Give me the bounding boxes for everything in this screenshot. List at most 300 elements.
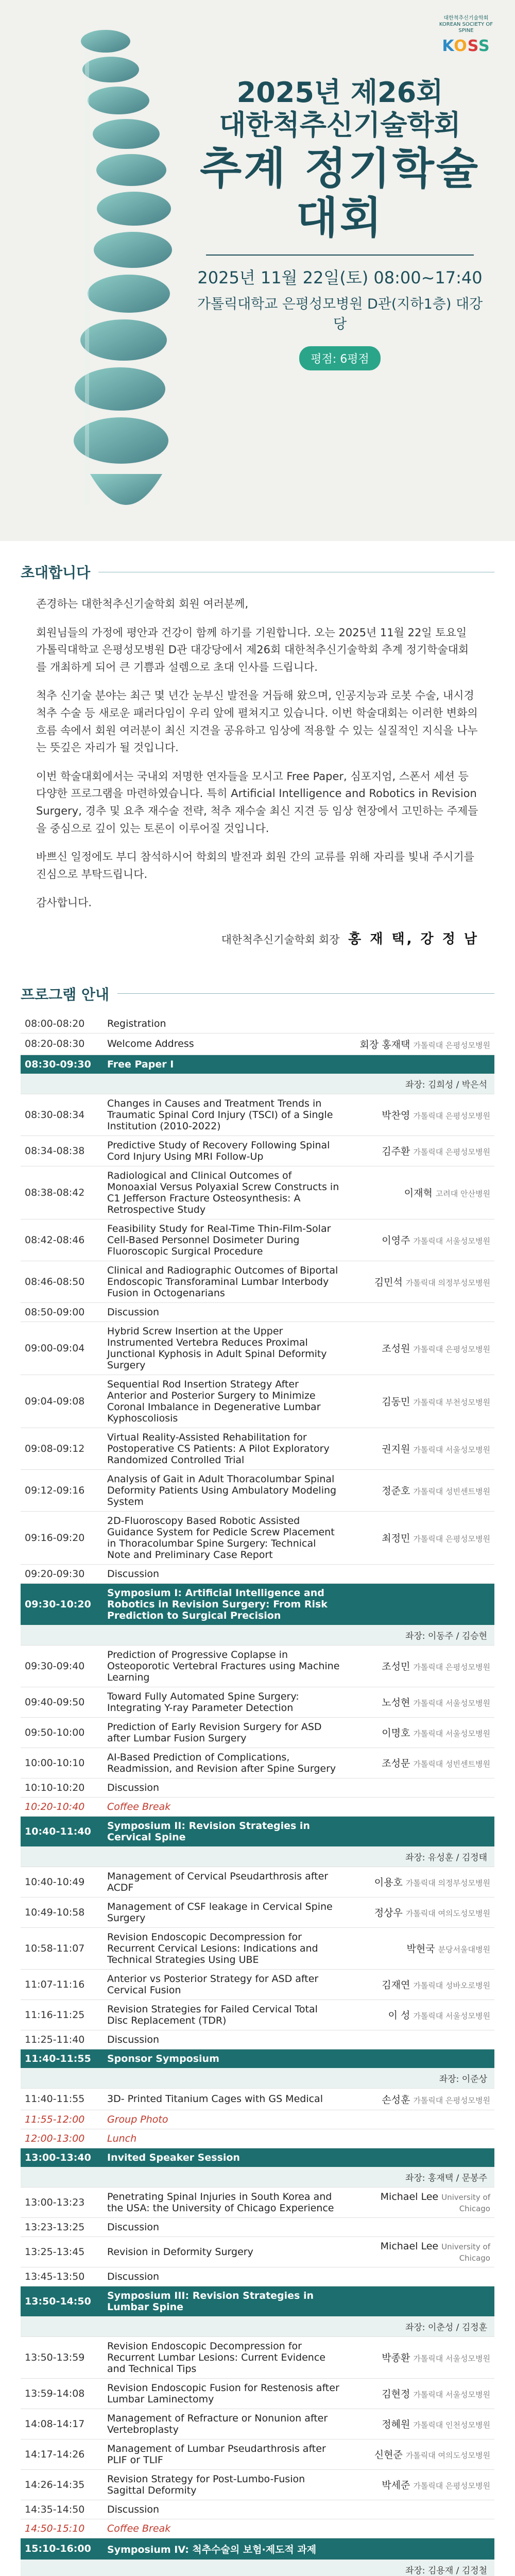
program-speaker: 최정민 xyxy=(382,1533,410,1545)
program-topic: 2D-Fluoroscopy Based Robotic Assisted Guidance System for Pedicle Screw Placement in Thoracolumbar Spine Surgery: Technical Note and Preliminary Case Report xyxy=(103,1511,345,1564)
program-time: 10:40-10:49 xyxy=(21,1867,103,1897)
program-row xyxy=(21,2439,494,2469)
program-time: 10:58-11:07 xyxy=(21,1927,103,1969)
program-heading xyxy=(21,984,494,1004)
program-speaker: 김현정 xyxy=(382,2388,410,2400)
program-speaker: 정혜원 xyxy=(382,2419,410,2431)
program-time: 09:30-10:20 xyxy=(21,1583,103,1625)
program-time xyxy=(21,1074,103,1094)
program-speaker-cell xyxy=(345,2068,494,2089)
program-topic: Invited Speaker Session xyxy=(103,2148,345,2167)
program-speaker: 좌장: 홍재택 / 문봉주 xyxy=(405,2173,487,2183)
program-speaker-cell xyxy=(345,1748,494,1778)
program-topic: Symposium IV: 척추수술의 보험·제도적 과제 xyxy=(103,2538,345,2560)
program-institution: 가톨릭대 부천성모병원 xyxy=(413,1398,490,1408)
program-row xyxy=(21,1748,494,1778)
program-speaker: 박종환 xyxy=(382,2352,410,2364)
program-time: 14:17-14:26 xyxy=(21,2439,103,2469)
program-topic xyxy=(103,1846,345,1867)
program-speaker-cell xyxy=(345,2167,494,2188)
program-time: 10:20-10:40 xyxy=(21,1797,103,1816)
program-speaker-cell xyxy=(345,1816,494,1846)
program-speaker-cell xyxy=(345,1033,494,1055)
program-speaker-cell xyxy=(345,1302,494,1321)
program-topic: Lunch xyxy=(103,2129,345,2148)
program-time xyxy=(21,1846,103,1867)
program-topic xyxy=(103,2167,345,2188)
session-header-row xyxy=(21,2148,494,2167)
hero-banner xyxy=(0,0,515,541)
program-time: 10:40-11:40 xyxy=(21,1816,103,1846)
program-time: 13:25-13:45 xyxy=(21,2236,103,2267)
program-row xyxy=(21,1136,494,1166)
program-speaker-cell xyxy=(345,1375,494,1428)
program-speaker-cell xyxy=(345,1687,494,1717)
program-time xyxy=(21,1625,103,1646)
program-institution: 가톨릭대 서울성모병원 xyxy=(413,1699,490,1708)
program-speaker-cell xyxy=(345,1511,494,1564)
program-institution: 가톨릭대 은평성모병원 xyxy=(413,1663,490,1672)
program-time: 09:50-10:00 xyxy=(21,1717,103,1748)
program-speaker: 박현국 xyxy=(406,1943,435,1955)
program-speaker-cell xyxy=(345,1897,494,1927)
program-row xyxy=(21,1897,494,1927)
program-institution: 분당서울대병원 xyxy=(438,1945,490,1955)
program-time: 12:00-13:00 xyxy=(21,2129,103,2148)
program-time: 13:59-14:08 xyxy=(21,2378,103,2409)
program-title: 프로그램 안내 xyxy=(21,986,110,1003)
program-speaker-cell xyxy=(345,1014,494,1033)
program-institution: 가톨릭대 서울성모병원 xyxy=(413,2390,490,2400)
program-time: 14:08-14:17 xyxy=(21,2409,103,2439)
program-time: 11:07-11:16 xyxy=(21,1969,103,1999)
program-time: 08:50-09:00 xyxy=(21,1302,103,1321)
invitation-signature xyxy=(0,923,515,947)
event-title: 추계 정기학술대회 xyxy=(199,143,480,244)
program-speaker-cell xyxy=(345,2110,494,2129)
program-row xyxy=(21,1375,494,1428)
program-time xyxy=(21,2316,103,2337)
hero-titles xyxy=(196,77,484,370)
program-row xyxy=(21,1014,494,1033)
program-row xyxy=(21,1321,494,1375)
program-row xyxy=(21,1094,494,1136)
program-institution: 가톨릭대 의정부성모병원 xyxy=(405,1278,490,1288)
program-topic: Registration xyxy=(103,1014,345,1033)
program-row xyxy=(21,2236,494,2267)
program-institution: 가톨릭대 서울성모병원 xyxy=(413,2354,490,2364)
program-institution: 가톨릭대 인천성모병원 xyxy=(413,2420,490,2430)
program-row xyxy=(21,1469,494,1511)
program-topic: Hybrid Screw Insertion at the Upper Instrumented Vertebra Reduces Proximal Junctional Kyphosis in Adult Spinal Deformity Surgery xyxy=(103,1321,345,1375)
program-row xyxy=(21,2469,494,2500)
program-speaker-cell xyxy=(345,1846,494,1867)
program-time: 09:40-09:50 xyxy=(21,1687,103,1717)
invitation-paragraph: 이번 학술대회에서는 국내외 저명한 연자들을 모시고 Free Paper, 심포지엄, 스폰서 세션 등 다양한 프로그램을 마련하였습니다. 특히 Artificial Intelligence and Robotics in Revision Surgery, 경추 및 요추 재수술 전략, 척추 재수술 최신 지견 등 임상 현장에서 고민하는 주제들을 중심으로 깊이 있는 토론이 이루어질 것입니다. xyxy=(36,770,478,835)
program-row xyxy=(21,1927,494,1969)
program-speaker-cell xyxy=(345,2267,494,2286)
program-speaker-cell xyxy=(345,1219,494,1261)
program-speaker-cell xyxy=(345,1999,494,2030)
break-row xyxy=(21,2519,494,2538)
program-row xyxy=(21,2409,494,2439)
program-row xyxy=(21,1564,494,1583)
heading-rule xyxy=(117,993,494,994)
invitation-paragraph: 존경하는 대한척추신기술학회 회원 여러분께, xyxy=(36,598,249,610)
program-speaker: 박찬영 xyxy=(382,1110,410,1122)
program-speaker-cell xyxy=(345,1969,494,1999)
program-institution: 가톨릭대 은평성모병원 xyxy=(413,1147,490,1157)
program-speaker-cell xyxy=(345,2129,494,2148)
session-header-row xyxy=(21,1055,494,1074)
program-speaker: 이 성 xyxy=(388,2010,410,2022)
program-row xyxy=(21,1717,494,1748)
program-time: 15:10-16:00 xyxy=(21,2538,103,2560)
invitation-section xyxy=(0,562,515,963)
moderator-row xyxy=(21,2167,494,2188)
society-name: 대한척추신기술학회 xyxy=(219,109,461,142)
program-speaker: 이명호 xyxy=(382,1727,410,1739)
program-institution: University of Chicago xyxy=(441,2242,490,2263)
moderator-row xyxy=(21,2560,494,2576)
program-topic xyxy=(103,2316,345,2337)
logo-caption-en: KOREAN SOCIETY OF SPINE xyxy=(439,22,493,33)
session-header-row xyxy=(21,1816,494,1846)
program-speaker: 조성원 xyxy=(382,1343,410,1355)
program-institution: 가톨릭대 성빈센트병원 xyxy=(413,1487,490,1497)
program-topic: Sponsor Symposium xyxy=(103,2049,345,2068)
break-row xyxy=(21,2110,494,2129)
program-speaker-cell xyxy=(345,2409,494,2439)
program-row xyxy=(21,1302,494,1321)
program-topic: Revision Endoscopic Decompression for Recurrent Cervical Lesions: Indications and Technical Strategies Using UBE xyxy=(103,1927,345,1969)
program-institution: 가톨릭대 은평성모병원 xyxy=(413,2481,490,2491)
program-table-body xyxy=(21,1014,494,2576)
program-topic: Coffee Break xyxy=(103,2519,345,2538)
program-time: 09:00-09:04 xyxy=(21,1321,103,1375)
credit-badge: 평점: 6평점 xyxy=(299,346,380,370)
program-time: 10:10-10:20 xyxy=(21,1778,103,1797)
program-institution: 가톨릭대 서울성모병원 xyxy=(413,2011,490,2021)
session-header-row xyxy=(21,1583,494,1625)
program-institution: 고려대 안산병원 xyxy=(435,1189,490,1199)
program-speaker-cell xyxy=(345,1625,494,1646)
program-time: 09:16-09:20 xyxy=(21,1511,103,1564)
program-topic: Prediction of Progressive Coplapse in Osteoporotic Vertebral Fractures using Machine Learning xyxy=(103,1645,345,1687)
program-time xyxy=(21,2167,103,2188)
program-speaker: 정상우 xyxy=(374,1907,403,1919)
edition-title: 2025년 제26회 xyxy=(236,76,443,109)
moderator-row xyxy=(21,1625,494,1646)
program-table xyxy=(21,1014,494,2576)
program-speaker: 손성훈 xyxy=(382,2094,410,2106)
program-topic xyxy=(103,2560,345,2576)
program-speaker: 김민석 xyxy=(374,1277,403,1289)
invitation-paragraph: 척추 신기술 분야는 최근 몇 년간 눈부신 발전을 거듭해 왔으며, 인공지능과 로봇 수술, 내시경 척추 수술 등 새로운 패러다임이 우리 앞에 펼쳐지고 있습니다. 이번 학술대회는 이러한 변화의 흐름 속에서 회원 여러분이 최신 지견을 공유하고 임상에 적용할 수 있는 실질적인 지식을 나누는 뜻깊은 자리가 될 것입니다. xyxy=(36,689,478,754)
program-topic: Discussion xyxy=(103,2267,345,2286)
program-speaker-cell xyxy=(345,1261,494,1302)
program-row xyxy=(21,1428,494,1469)
break-row xyxy=(21,1797,494,1816)
program-speaker-cell xyxy=(345,1797,494,1816)
program-topic: Management of Cervical Pseudarthrosis after ACDF xyxy=(103,1867,345,1897)
program-institution: 가톨릭대 서울성모병원 xyxy=(413,1236,490,1246)
program-topic: Welcome Address xyxy=(103,1033,345,1055)
program-speaker-cell xyxy=(345,2336,494,2378)
program-institution: 가톨릭대 은평성모병원 xyxy=(413,1040,490,1050)
program-speaker: 박세준 xyxy=(382,2480,410,2492)
moderator-row xyxy=(21,1074,494,1094)
program-institution: University of Chicago xyxy=(441,2192,490,2213)
program-institution: 가톨릭대 은평성모병원 xyxy=(413,1534,490,1544)
program-topic: Symposium III: Revision Strategies in Lumbar Spine xyxy=(103,2286,345,2316)
program-speaker: 좌장: 유성훈 / 김정태 xyxy=(405,1852,487,1863)
program-speaker-cell xyxy=(345,2236,494,2267)
program-speaker-cell xyxy=(345,1469,494,1511)
program-institution: 가톨릭대 은평성모병원 xyxy=(413,1111,490,1121)
program-topic: Analysis of Gait in Adult Thoracolumbar Spinal Deformity Patients Using Ambulatory Modeling System xyxy=(103,1469,345,1511)
program-time: 09:04-09:08 xyxy=(21,1375,103,1428)
program-topic: Radiological and Clinical Outcomes of Monoaxial Versus Polyaxial Screw Constructs in C1 Jefferson Fracture Osteosynthesis: A Retrospective Study xyxy=(103,1166,345,1219)
invitation-paragraph: 바쁘신 일정에도 부디 참석하시어 학회의 발전과 회원 간의 교류를 위해 자리를 빛내 주시기를 진심으로 부탁드립니다. xyxy=(36,851,474,880)
program-row xyxy=(21,2030,494,2049)
program-time: 13:00-13:40 xyxy=(21,2148,103,2167)
program-topic: Predictive Study of Recovery Following Spinal Cord Injury Using MRI Follow-Up xyxy=(103,1136,345,1166)
program-speaker-cell xyxy=(345,2500,494,2519)
program-time: 13:45-13:50 xyxy=(21,2267,103,2286)
program-row xyxy=(21,1166,494,1219)
program-speaker: 좌장: 김용재 / 김정철 xyxy=(405,2565,487,2576)
program-time: 11:55-12:00 xyxy=(21,2110,103,2129)
program-speaker: 이재혁 xyxy=(404,1188,433,1199)
program-speaker-cell xyxy=(345,2560,494,2576)
program-topic: Clinical and Radiographic Outcomes of Biportal Endoscopic Transforaminal Lumbar Interbody Fusion in Octogenarians xyxy=(103,1261,345,1302)
program-speaker-cell xyxy=(345,2049,494,2068)
moderator-row xyxy=(21,1846,494,1867)
program-topic: Discussion xyxy=(103,1302,345,1321)
program-row xyxy=(21,1261,494,1302)
program-institution: 가톨릭대 여의도성모병원 xyxy=(405,2451,490,2461)
program-topic: Coffee Break xyxy=(103,1797,345,1816)
program-topic: Revision Endoscopic Fusion for Restenosis after Lumbar Laminectomy xyxy=(103,2378,345,2409)
program-time: 08:30-08:34 xyxy=(21,1094,103,1136)
program-time: 13:50-14:50 xyxy=(21,2286,103,2316)
program-topic: Revision Endoscopic Decompression for Recurrent Lumbar Lesions: Current Evidence and Technical Tips xyxy=(103,2336,345,2378)
program-speaker-cell xyxy=(345,2217,494,2236)
program-row xyxy=(21,1219,494,1261)
program-topic: Management of CSF leakage in Cervical Spine Surgery xyxy=(103,1897,345,1927)
program-speaker-cell xyxy=(345,1867,494,1897)
program-speaker-cell xyxy=(345,1166,494,1219)
program-speaker-cell xyxy=(345,2469,494,2500)
program-time: 08:00-08:20 xyxy=(21,1014,103,1033)
program-row xyxy=(21,2336,494,2378)
program-topic: Discussion xyxy=(103,1778,345,1797)
program-time: 08:20-08:30 xyxy=(21,1033,103,1055)
program-topic: Anterior vs Posterior Strategy for ASD after Cervical Fusion xyxy=(103,1969,345,1999)
program-topic: Discussion xyxy=(103,2030,345,2049)
program-speaker: 김동민 xyxy=(382,1396,410,1408)
invitation-heading xyxy=(0,562,515,582)
program-time: 08:46-08:50 xyxy=(21,1261,103,1302)
program-row xyxy=(21,2267,494,2286)
program-speaker: 조성민 xyxy=(382,1661,410,1673)
program-topic: Free Paper I xyxy=(103,1055,345,1074)
program-time: 13:23-13:25 xyxy=(21,2217,103,2236)
session-header-row xyxy=(21,2538,494,2560)
program-section xyxy=(0,984,515,2576)
program-time: 14:26-14:35 xyxy=(21,2469,103,2500)
program-time: 08:38-08:42 xyxy=(21,1166,103,1219)
program-topic: Management of Refracture or Nonunion after Vertebroplasty xyxy=(103,2409,345,2439)
program-speaker: 이용호 xyxy=(374,1877,403,1889)
program-topic: Penetrating Spinal Injuries in South Korea and the USA: the University of Chicago Experience xyxy=(103,2187,345,2217)
program-speaker-cell xyxy=(345,1428,494,1469)
program-speaker-cell xyxy=(345,2030,494,2049)
program-institution: 가톨릭대 성빈센트병원 xyxy=(413,1759,490,1769)
program-speaker-cell xyxy=(345,1717,494,1748)
program-speaker-cell xyxy=(345,1074,494,1094)
program-speaker-cell xyxy=(345,2088,494,2110)
program-speaker-cell xyxy=(345,2519,494,2538)
program-topic: Group Photo xyxy=(103,2110,345,2129)
moderator-row xyxy=(21,2068,494,2089)
program-speaker: 김재연 xyxy=(382,1979,410,1991)
program-speaker: 좌장: 김희성 / 박은석 xyxy=(405,1079,487,1090)
program-speaker: 좌장: 이춘성 / 김정훈 xyxy=(405,2322,487,2333)
program-row xyxy=(21,1645,494,1687)
program-institution: 가톨릭대 서울성모병원 xyxy=(413,1445,490,1455)
program-topic: Prediction of Early Revision Surgery for ASD after Lumbar Fusion Surgery xyxy=(103,1717,345,1748)
program-speaker-cell xyxy=(345,1094,494,1136)
program-speaker: 김주환 xyxy=(382,1146,410,1158)
program-speaker-cell xyxy=(345,2286,494,2316)
program-speaker-cell xyxy=(345,1321,494,1375)
program-topic: Discussion xyxy=(103,2217,345,2236)
program-institution: 가톨릭대 은평성모병원 xyxy=(413,1345,490,1354)
program-row xyxy=(21,1511,494,1564)
program-topic: Discussion xyxy=(103,1564,345,1583)
program-speaker: 이영주 xyxy=(382,1235,410,1247)
program-topic: Management of Lumbar Pseudarthrosis after PLIF or TLIF xyxy=(103,2439,345,2469)
program-topic: Feasibility Study for Real-Time Thin-Film-Solar Cell-Based Personnel Dosimeter During Fluoroscopic Surgical Procedure xyxy=(103,1219,345,1261)
program-topic xyxy=(103,2068,345,2089)
program-topic xyxy=(103,1625,345,1646)
invitation-title: 초대합니다 xyxy=(21,564,91,581)
program-speaker-cell xyxy=(345,2316,494,2337)
program-time: 10:49-10:58 xyxy=(21,1897,103,1927)
program-topic: Symposium II: Revision Strategies in Cervical Spine xyxy=(103,1816,345,1846)
program-time: 13:00-13:23 xyxy=(21,2187,103,2217)
program-speaker-cell xyxy=(345,1778,494,1797)
session-header-row xyxy=(21,2286,494,2316)
program-row xyxy=(21,2088,494,2110)
program-row xyxy=(21,1969,494,1999)
program-time: 14:35-14:50 xyxy=(21,2500,103,2519)
program-speaker: 권지원 xyxy=(382,1444,410,1455)
program-topic: 3D- Printed Titanium Cages with GS Medical xyxy=(103,2088,345,2110)
program-institution: 가톨릭대 은평성모병원 xyxy=(413,2095,490,2105)
program-speaker-cell xyxy=(345,1645,494,1687)
logo-wordmark: KOSS xyxy=(442,37,490,55)
program-topic: Revision in Deformity Surgery xyxy=(103,2236,345,2267)
program-time: 09:20-09:30 xyxy=(21,1564,103,1583)
program-speaker-cell xyxy=(345,2187,494,2217)
program-topic: Sequential Rod Insertion Strategy After Anterior and Posterior Surgery to Minimize Coronal Imbalance in Degenerative Lumbar Kyphoscoliosis xyxy=(103,1375,345,1428)
program-time: 09:08-09:12 xyxy=(21,1428,103,1469)
program-speaker-cell xyxy=(345,2439,494,2469)
program-speaker: 신현준 xyxy=(374,2449,403,2461)
program-speaker-cell xyxy=(345,1055,494,1074)
program-topic: Revision Strategy for Post-Lumbo-Fusion Sagittal Deformity xyxy=(103,2469,345,2500)
program-time xyxy=(21,2068,103,2089)
program-time: 11:40-11:55 xyxy=(21,2049,103,2068)
program-row xyxy=(21,2378,494,2409)
program-topic xyxy=(103,1074,345,1094)
program-time: 11:25-11:40 xyxy=(21,2030,103,2049)
program-institution: 가톨릭대 의정부성모병원 xyxy=(405,1878,490,1888)
program-speaker-cell xyxy=(345,2538,494,2560)
program-time: 13:50-13:59 xyxy=(21,2336,103,2378)
program-topic: Changes in Causes and Treatment Trends in Traumatic Spinal Cord Injury (TSCI) of a Single Institution (2010-2022) xyxy=(103,1094,345,1136)
program-speaker: 회장 홍재택 xyxy=(359,1039,410,1050)
moderator-row xyxy=(21,2316,494,2337)
program-time: 11:40-11:55 xyxy=(21,2088,103,2110)
invitation-paragraph: 회원님들의 가정에 평안과 건강이 함께 하기를 기원합니다. 오는 2025년 11월 22일 토요일 가톨릭대학교 은평성모병원 D관 대강당에서 제26회 대한척추신기술학회 추계 정기학술대회를 개최하게 되어 큰 기쁨과 설렘으로 초대 인사를 드립니다. xyxy=(36,626,469,673)
program-speaker: Michael Lee xyxy=(380,2240,439,2252)
logo-caption-ko: 대한척추신기술학회 xyxy=(443,15,489,21)
program-speaker: 좌장: 이준상 xyxy=(439,2074,487,2084)
program-speaker-cell xyxy=(345,2378,494,2409)
event-datetime: 2025년 11월 22일(토) 08:00~17:40 xyxy=(197,267,483,287)
program-speaker: 좌장: 이동주 / 김승현 xyxy=(405,1631,487,1641)
title-divider xyxy=(206,255,474,256)
invitation-body xyxy=(0,582,515,912)
program-row xyxy=(21,2217,494,2236)
program-institution: 가톨릭대 여의도성모병원 xyxy=(405,1909,490,1919)
program-time: 10:00-10:10 xyxy=(21,1748,103,1778)
program-topic: Symposium I: Artificial Intelligence and Robotics in Revision Surgery: From Risk Prediction to Surgical Precision xyxy=(103,1583,345,1625)
program-topic: Revision Strategies for Failed Cervical Total Disc Replacement (TDR) xyxy=(103,1999,345,2030)
program-row xyxy=(21,1778,494,1797)
program-speaker-cell xyxy=(345,1136,494,1166)
program-topic: AI-Based Prediction of Complications, Readmission, and Revision after Spine Surgery xyxy=(103,1748,345,1778)
program-speaker: 노성현 xyxy=(382,1697,410,1709)
invitation-paragraph: 감사합니다. xyxy=(36,896,92,909)
program-row xyxy=(21,2500,494,2519)
society-logo xyxy=(438,15,494,72)
program-speaker-cell xyxy=(345,1564,494,1583)
program-speaker-cell xyxy=(345,2148,494,2167)
program-row xyxy=(21,1033,494,1055)
program-row xyxy=(21,1687,494,1717)
program-institution: 가톨릭대 서울성모병원 xyxy=(413,1729,490,1739)
session-header-row xyxy=(21,2049,494,2068)
signature-name: 홍 재 택, 강 정 남 xyxy=(348,931,479,947)
break-row xyxy=(21,2129,494,2148)
program-speaker: Michael Lee xyxy=(380,2191,439,2202)
program-speaker-cell xyxy=(345,1583,494,1625)
program-topic: Toward Fully Automated Spine Surgery: Integrating Y-ray Parameter Detection xyxy=(103,1687,345,1717)
program-speaker: 조성문 xyxy=(382,1758,410,1770)
program-time: 08:30-09:30 xyxy=(21,1055,103,1074)
program-time: 09:12-09:16 xyxy=(21,1469,103,1511)
program-speaker-cell xyxy=(345,1927,494,1969)
event-venue: 가톨릭대학교 은평성모병원 D관(지하1층) 대강당 xyxy=(197,296,483,332)
program-time xyxy=(21,2560,103,2576)
program-row xyxy=(21,1867,494,1897)
program-speaker: 정준호 xyxy=(382,1485,410,1497)
